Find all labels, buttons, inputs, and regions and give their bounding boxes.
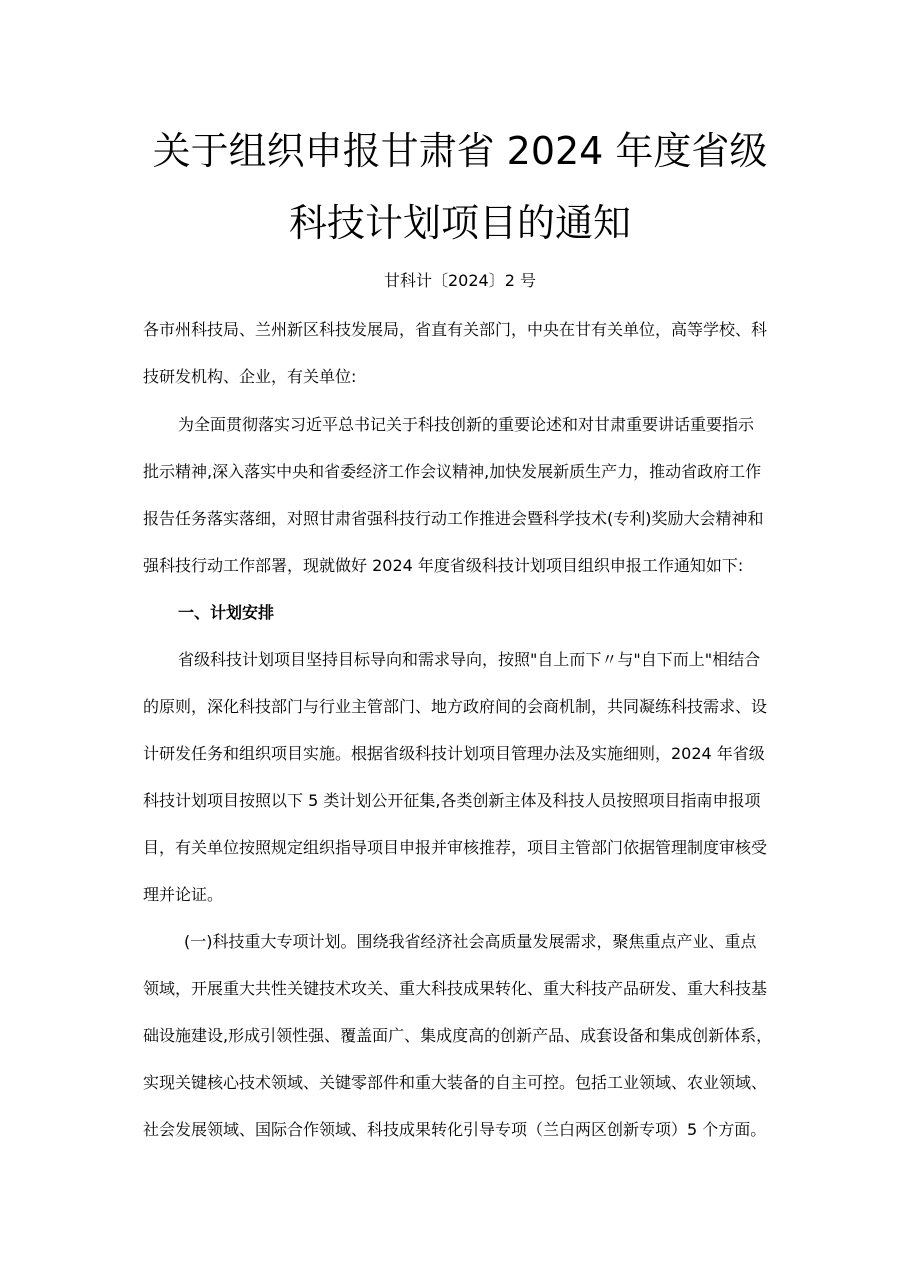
document-title-line-2: 科技计划项目的通知 bbox=[288, 201, 631, 245]
paragraph-line: 批示精神,深入落实中央和省委经济工作会议精神,加快发展新质生产力，推动省政府工作 bbox=[143, 462, 762, 481]
paragraph-line: 础设施建设,形成引领性强、覆盖面广、集成度高的创新产品、成套设备和集成创新体系， bbox=[143, 1026, 773, 1045]
paragraph-line: 理并论证。 bbox=[143, 885, 224, 904]
section-heading: 一、计划安排 bbox=[178, 603, 275, 622]
paragraph-line: 强科技行动工作部署，现就做好 2024 年度省级科技计划项目组织申报工作通知如下: bbox=[143, 556, 744, 575]
paragraph-line: (一)科技重大专项计划。围绕我省经济社会高质量发展需求，聚焦重点产业、重点 bbox=[184, 932, 757, 951]
addressee-line: 各市州科技局、兰州新区科技发展局，省直有关部门，中央在甘有关单位，高等学校、科 bbox=[143, 320, 768, 339]
paragraph-line: 领域，开展重大共性关键技术攻关、重大科技成果转化、重大科技产品研发、重大科技基 bbox=[143, 979, 768, 998]
paragraph-line: 社会发展领域、国际合作领域、科技成果转化引导专项（兰白两区创新专项）5 个方面。 bbox=[143, 1120, 767, 1139]
addressee-line: 技研发机构、企业，有关单位: bbox=[143, 367, 357, 386]
document-title-line-1: 关于组织申报甘肃省 2024 年度省级 bbox=[152, 129, 768, 173]
paragraph-line: 为全面贯彻落实习近平总书记关于科技创新的重要论述和对甘肃重要讲话重要指示 bbox=[178, 415, 755, 434]
paragraph-line: 的原则，深化科技部门与行业主管部门、地方政府间的会商机制，共同凝练科技需求、设 bbox=[143, 697, 768, 716]
paragraph-line: 目，有关单位按照规定组织指导项目申报并审核推荐，项目主管部门依据管理制度审核受 bbox=[143, 838, 768, 857]
paragraph-line: 省级科技计划项目坚持目标导向和需求导向，按照"自上而下〃与"自下而上"相结合 bbox=[178, 650, 761, 669]
paragraph-line: 计研发任务和组织项目实施。根据省级科技计划项目管理办法及实施细则，2024 年省级 bbox=[143, 744, 765, 763]
paragraph-line: 科技计划项目按照以下 5 类计划公开征集,各类创新主体及科技人员按照项目指南申报项 bbox=[143, 791, 761, 810]
paragraph-line: 实现关键核心技术领域、关键零部件和重大装备的自主可控。包括工业领域、农业领域、 bbox=[143, 1073, 768, 1092]
document-number: 甘科计〔2024〕2 号 bbox=[384, 271, 536, 290]
paragraph-line: 报告任务落实落细，对照甘肃省强科技行动工作推进会暨科学技术(专利)奖励大会精神和 bbox=[143, 509, 764, 528]
